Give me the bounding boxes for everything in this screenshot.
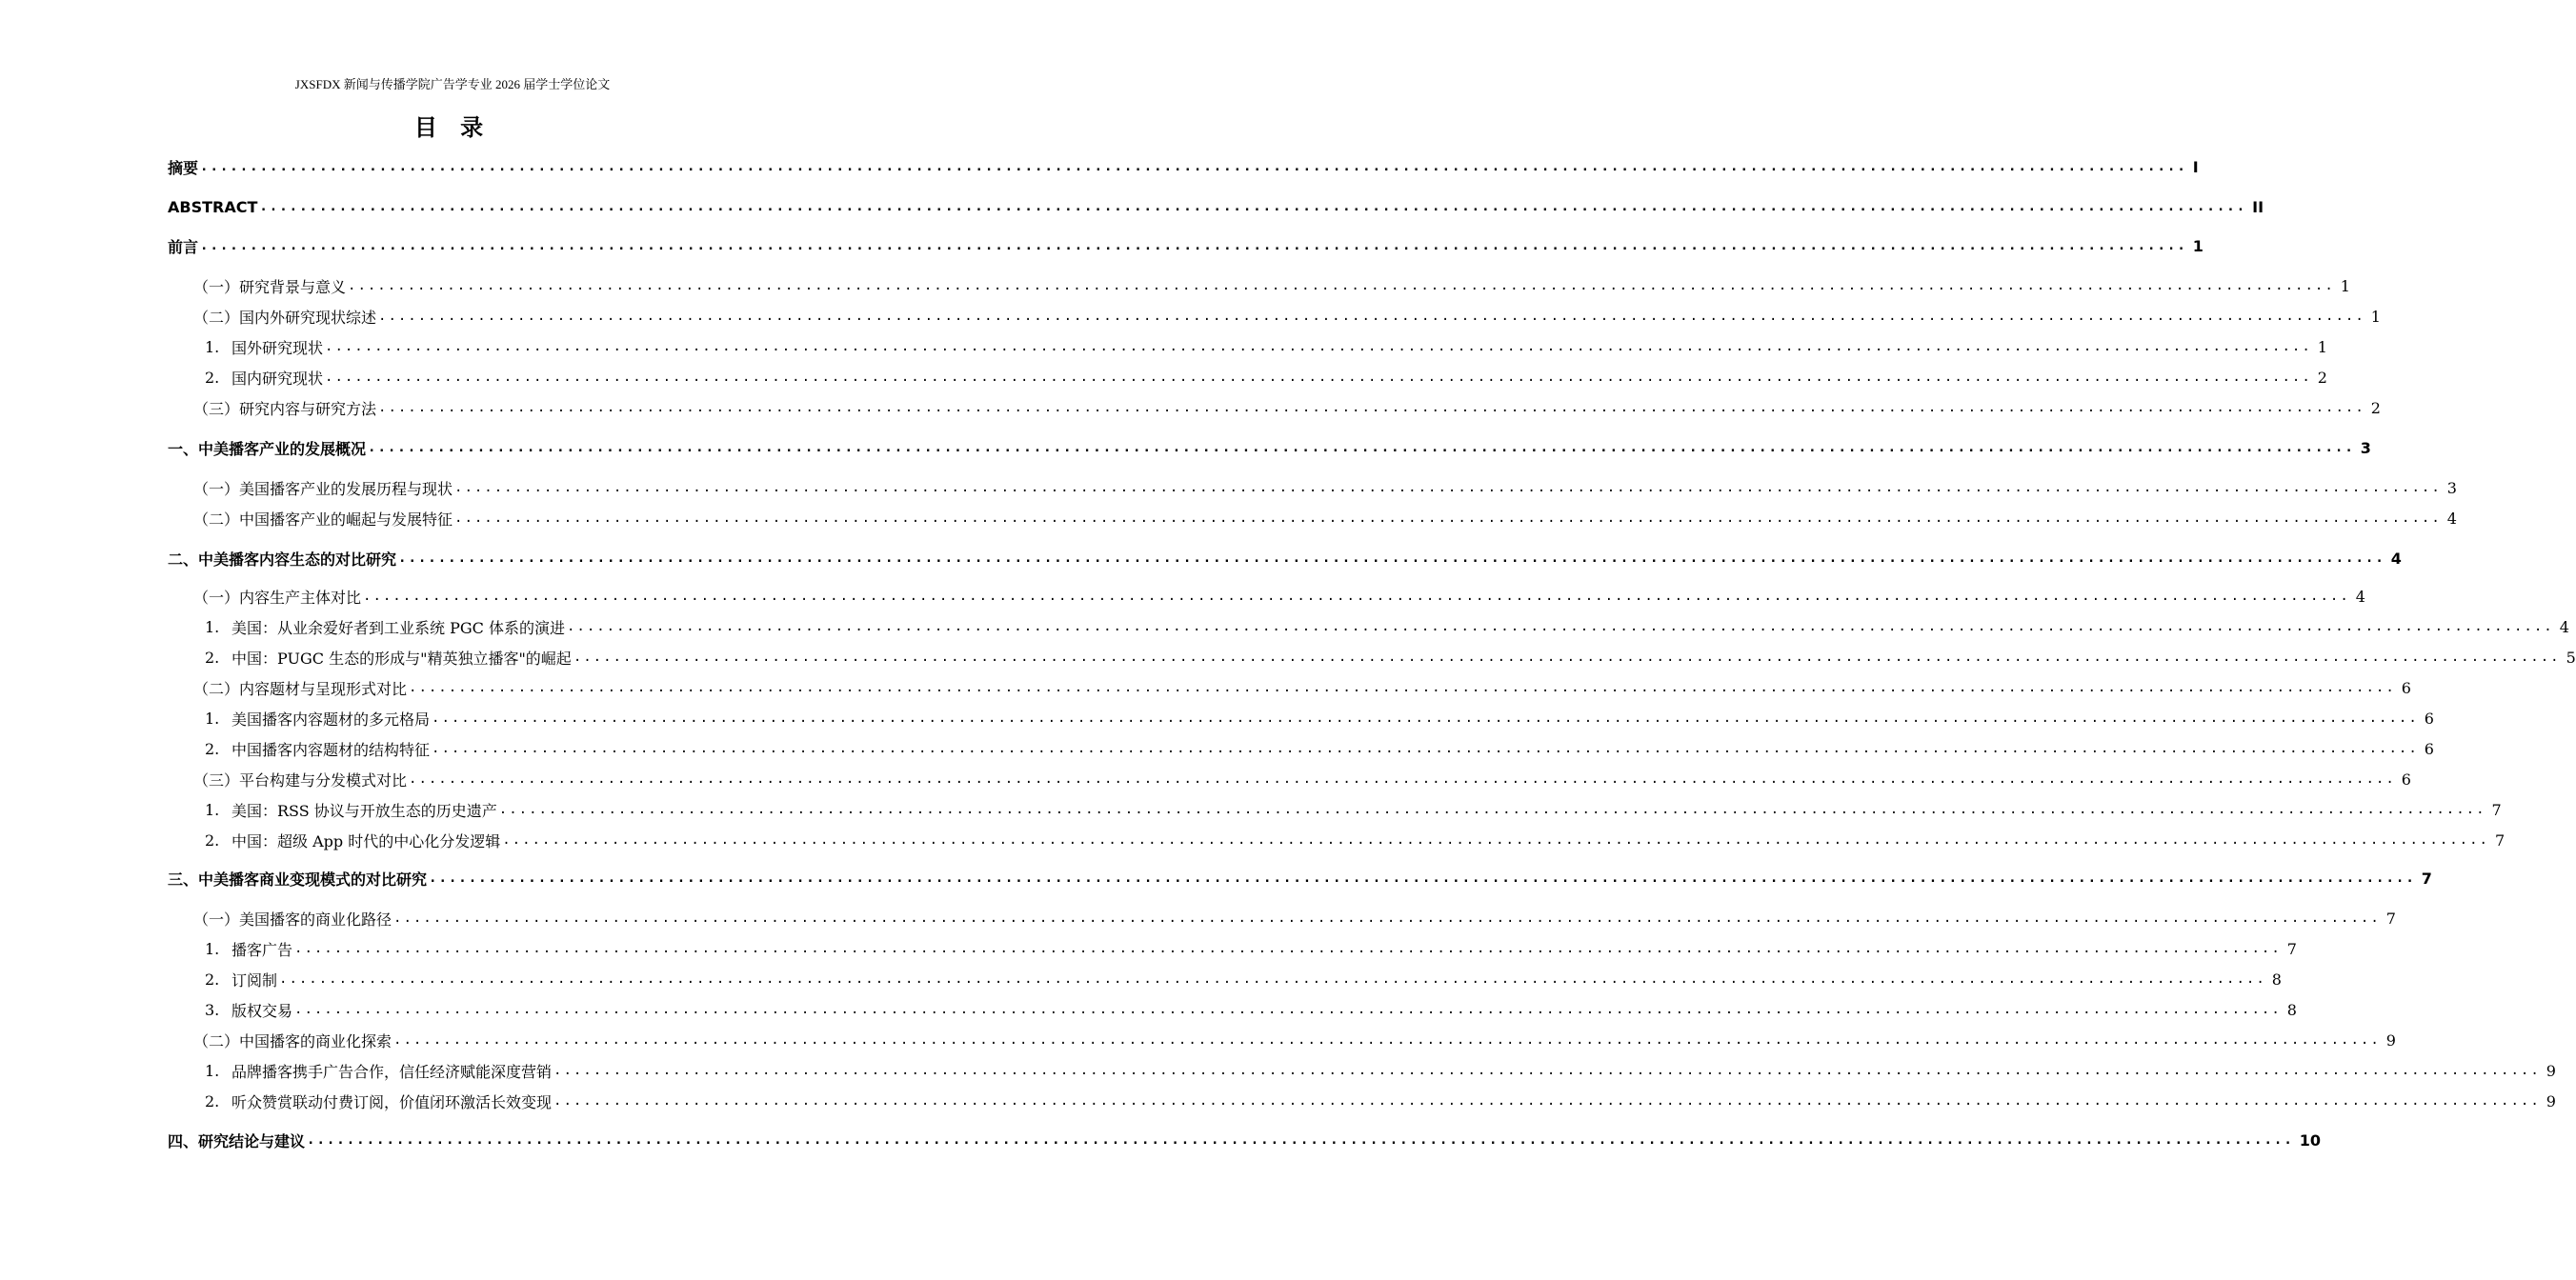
toc-leader-dots: ........................................................................................................................................................................................................ (454, 510, 2442, 526)
toc-entry-label: 订阅制 (231, 970, 278, 990)
toc-page-number: II (2252, 197, 2264, 216)
toc-entry-line (168, 546, 2402, 570)
toc-entry-line (205, 967, 2282, 991)
toc-entry-line (205, 614, 2569, 639)
toc-entry-number: 1. (205, 939, 220, 958)
toc-leader-dots: ........................................................................................................................................................................................................ (348, 278, 2335, 293)
toc-entry-line (205, 936, 2297, 961)
toc-entry-line (193, 906, 2396, 930)
toc-entry-line (205, 1089, 2556, 1113)
toc-page-number: 9 (2546, 1091, 2556, 1110)
toc-entry-number: 3. (205, 1000, 220, 1019)
toc-entry-label: 一、中美播客产业的发展概况 (168, 439, 367, 458)
toc-leader-dots: ........................................................................................................................................................................................................ (378, 309, 2365, 324)
toc-entry-label: 美国播客内容题材的多元格局 (231, 710, 431, 729)
toc-entry-label: （一）美国播客的商业化路径 (193, 910, 392, 929)
toc-entry-line (193, 395, 2381, 420)
toc-entry[interactable] (0, 154, 2199, 179)
toc-entry-line (168, 154, 2199, 179)
toc-page-number: 7 (2286, 939, 2297, 958)
toc-entry-line (193, 584, 2365, 609)
toc-entry-line (193, 767, 2411, 791)
toc-entry-line (205, 997, 2297, 1022)
toc-leader-dots: ........................................................................................................................................................................................................ (398, 550, 2385, 566)
toc-entry[interactable] (0, 1028, 2396, 1052)
toc-entry-label: （一）内容生产主体对比 (193, 588, 362, 607)
toc-entry[interactable] (0, 435, 2371, 460)
toc-leader-dots: ........................................................................................................................................................................................................ (325, 370, 2312, 385)
toc-entry-line (193, 304, 2381, 329)
toc-entry-label: （一）美国播客产业的发展历程与现状 (193, 479, 453, 498)
toc-entry[interactable] (0, 736, 2434, 761)
toc-leader-dots: ........................................................................................................................................................................................................ (432, 741, 2419, 756)
toc-entry-line (205, 645, 2576, 670)
toc-entry[interactable] (0, 645, 2576, 670)
toc-entry-line (193, 506, 2457, 530)
toc-page-number: 9 (2546, 1061, 2556, 1080)
toc-entry-label: 国内研究现状 (231, 369, 324, 388)
toc-leader-dots: ........................................................................................................................................................................................................ (432, 710, 2419, 726)
toc-entry[interactable] (0, 706, 2434, 730)
toc-leader-dots: ........................................................................................................................................................................................................ (409, 771, 2396, 787)
toc-entry-number: 1. (205, 1061, 220, 1080)
toc-leader-dots: ........................................................................................................................................................................................................ (454, 480, 2442, 495)
toc-entry-label: （二）内容题材与呈现形式对比 (193, 679, 408, 698)
toc-page-number: 1 (2370, 307, 2381, 326)
toc-entry-line (205, 365, 2327, 390)
toc-entry[interactable] (0, 273, 2350, 298)
toc-page-number: 6 (2401, 678, 2411, 697)
toc-entry-label: 品牌播客携手广告合作，信任经济赋能深度营销 (231, 1062, 553, 1081)
toc-entry-label: 四、研究结论与建议 (168, 1131, 306, 1150)
toc-entry-label: 中国：超级 App 时代的中心化分发逻辑 (231, 831, 501, 850)
toc-entry-label: 国外研究现状 (231, 338, 324, 357)
toc-page-number: 7 (2491, 800, 2502, 819)
toc-entry-label: 版权交易 (231, 1001, 293, 1020)
toc-page-number: 4 (2446, 509, 2457, 528)
toc-entry[interactable] (0, 997, 2297, 1022)
toc-leader-dots: ........................................................................................................................................................................................................ (200, 238, 2187, 253)
toc-entry-label: 播客广告 (231, 940, 293, 959)
toc-entry-label: （二）中国播客产业的崛起与发展特征 (193, 510, 453, 529)
toc-entry[interactable] (0, 767, 2411, 791)
toc-entry[interactable] (0, 614, 2569, 639)
toc-entry[interactable] (0, 546, 2402, 570)
toc-leader-dots: ........................................................................................................................................................................................................ (294, 1002, 2282, 1017)
toc-page-number: 2 (2317, 368, 2327, 387)
toc-entry-line (193, 273, 2350, 298)
toc-entry-label: 摘要 (168, 158, 199, 177)
toc-leader-dots: ........................................................................................................................................................................................................ (259, 199, 2247, 214)
toc-entry[interactable] (0, 304, 2381, 329)
toc-title: 目 录 (413, 114, 492, 141)
toc-entry[interactable] (0, 828, 2506, 852)
toc-entry-line (205, 1058, 2556, 1083)
toc-entry-line (193, 1028, 2396, 1052)
toc-entry[interactable] (0, 936, 2297, 961)
toc-entry[interactable] (0, 967, 2282, 991)
toc-entry[interactable] (0, 584, 2365, 609)
toc-entry-number: 2. (205, 830, 220, 850)
toc-entry-label: （二）国内外研究现状综述 (193, 308, 377, 327)
toc-entry-number: 1. (205, 337, 220, 356)
toc-entry-label: 二、中美播客内容生态的对比研究 (168, 550, 397, 569)
toc-page-number: 6 (2401, 770, 2411, 789)
toc-page-number: 7 (2421, 869, 2432, 888)
toc-entry-label: （三）平台构建与分发模式对比 (193, 770, 408, 790)
toc-page-number: 3 (2360, 438, 2371, 457)
toc-entry-line (168, 435, 2371, 460)
toc-entry-line (168, 1128, 2322, 1152)
toc-page-number: 6 (2424, 739, 2434, 758)
toc-entry-line (205, 334, 2327, 359)
toc-entry-label: 中国播客内容题材的结构特征 (231, 740, 431, 759)
toc-entry-label: 前言 (168, 237, 199, 256)
toc-entry-line (205, 706, 2434, 730)
toc-leader-dots: ........................................................................................................................................................................................................ (573, 650, 2561, 665)
toc-entry-line (205, 828, 2506, 852)
toc-page-number: 6 (2424, 709, 2434, 728)
toc-entry[interactable] (0, 1058, 2556, 1083)
toc-entry-number: 2. (205, 1091, 220, 1110)
toc-page-number: 10 (2299, 1130, 2322, 1150)
toc-entry-label: （一）研究背景与意义 (193, 277, 347, 296)
toc-leader-dots: ........................................................................................................................................................................................................ (566, 619, 2554, 634)
toc-leader-dots: ........................................................................................................................................................................................................ (393, 910, 2381, 926)
toc-entry-line (168, 194, 2264, 219)
toc-entry[interactable] (0, 906, 2396, 930)
toc-entry-line (168, 866, 2432, 890)
toc-leader-dots: ........................................................................................................................................................................................................ (279, 971, 2266, 987)
toc-entry[interactable] (0, 506, 2457, 530)
toc-entry-label: ABSTRACT (168, 197, 258, 216)
toc-page-number: 4 (2355, 587, 2365, 606)
toc-leader-dots: ........................................................................................................................................................................................................ (502, 832, 2489, 848)
toc-entry-label: （三）研究内容与研究方法 (193, 399, 377, 418)
toc-entry-line (168, 233, 2204, 258)
toc-leader-dots: ........................................................................................................................................................................................................ (363, 589, 2350, 604)
toc-entry-line (193, 475, 2457, 500)
toc-entry-number: 1. (205, 709, 220, 728)
toc-entry[interactable] (0, 797, 2502, 822)
toc-entry-label: 三、中美播客商业变现模式的对比研究 (168, 870, 428, 889)
toc-page-number: 3 (2446, 478, 2457, 497)
toc-page-number: 7 (2385, 909, 2396, 928)
toc-entry-number: 2. (205, 970, 220, 989)
toc-entry[interactable] (0, 365, 2327, 390)
toc-leader-dots: ........................................................................................................................................................................................................ (368, 440, 2355, 455)
toc-leader-dots: ........................................................................................................................................................................................................ (294, 941, 2282, 956)
toc-entry-label: 美国：从业余爱好者到工业系统 PGC 体系的演进 (231, 618, 565, 637)
toc-page-number: 4 (2390, 549, 2402, 568)
toc-entry-number: 2. (205, 739, 220, 758)
toc-entry[interactable] (0, 1089, 2556, 1113)
toc-entry[interactable] (0, 475, 2457, 500)
toc-entry-number: 1. (205, 800, 220, 819)
toc-leader-dots: ........................................................................................................................................................................................................ (378, 400, 2365, 415)
toc-leader-dots: ........................................................................................................................................................................................................ (325, 339, 2312, 354)
toc-entry[interactable] (0, 334, 2327, 359)
toc-leader-dots: ........................................................................................................................................................................................................ (553, 1063, 2541, 1078)
toc-entry[interactable] (0, 233, 2204, 258)
toc-entry-label: 听众赞赏联动付费订阅，价值闭环激活长效变现 (231, 1092, 553, 1111)
toc-leader-dots: ........................................................................................................................................................................................................ (307, 1132, 2294, 1148)
toc-leader-dots: ........................................................................................................................................................................................................ (553, 1093, 2541, 1109)
toc-leader-dots: ........................................................................................................................................................................................................ (200, 159, 2187, 174)
toc-entry-number: 2. (205, 648, 220, 667)
toc-page-number: 2 (2370, 398, 2381, 417)
toc-entry[interactable] (0, 866, 2432, 890)
toc-page-number: 7 (2494, 830, 2506, 850)
toc-entry[interactable] (0, 1128, 2322, 1152)
toc-leader-dots: ........................................................................................................................................................................................................ (409, 680, 2396, 695)
page-header: JXSFDX 新闻与传播学院广告学专业 2026 届学士学位论文 (294, 77, 611, 91)
toc-entry-line (205, 736, 2434, 761)
toc-entry-label: 美国：RSS 协议与开放生态的历史遗产 (231, 801, 497, 820)
toc-page-number: 1 (2192, 236, 2204, 255)
toc-entry[interactable] (0, 675, 2411, 700)
toc-entry-number: 1. (205, 617, 220, 636)
toc-page-number: I (2192, 157, 2199, 176)
toc-entry-number: 2. (205, 368, 220, 387)
toc-leader-dots: ........................................................................................................................................................................................................ (429, 870, 2416, 886)
toc-entry-line (205, 797, 2502, 822)
toc-leader-dots: ........................................................................................................................................................................................................ (498, 802, 2486, 817)
toc-page-number: 5 (2566, 648, 2576, 667)
toc-page-number: 4 (2559, 617, 2569, 636)
toc-page-number: 9 (2385, 1030, 2396, 1050)
toc-page-number: 1 (2317, 337, 2327, 356)
toc-page-number: 8 (2286, 1000, 2297, 1019)
toc-page-number: 1 (2340, 276, 2350, 295)
toc-entry-label: （二）中国播客的商业化探索 (193, 1031, 392, 1050)
toc-entry[interactable] (0, 395, 2381, 420)
toc-entry-label: 中国：PUGC 生态的形成与"精英独立播客"的崛起 (231, 649, 572, 668)
toc-entry-line (193, 675, 2411, 700)
toc-page-number: 8 (2271, 970, 2282, 989)
toc-leader-dots: ........................................................................................................................................................................................................ (393, 1032, 2381, 1048)
toc-entry[interactable] (0, 194, 2264, 219)
